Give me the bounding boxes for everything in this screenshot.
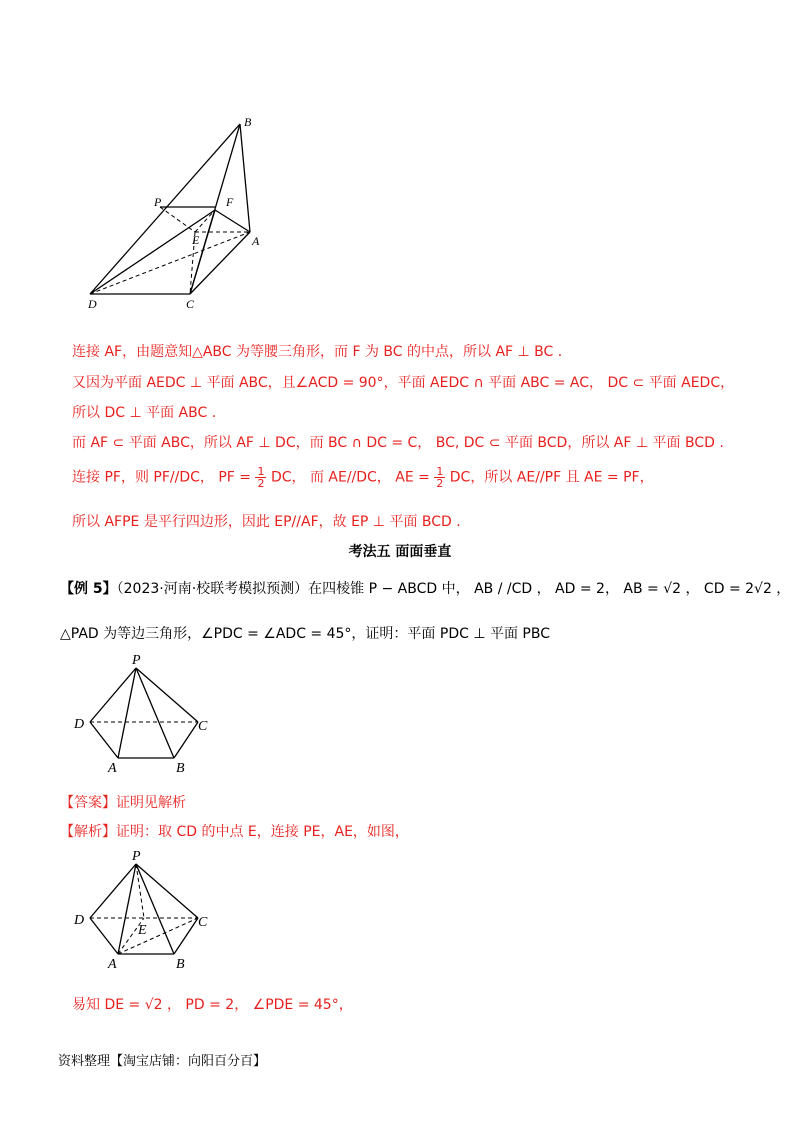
example-tag: 【例 5】 — [60, 581, 117, 597]
label-A: A — [108, 761, 117, 776]
analysis-text: 证明：取 CD 的中点 E，连接 PE，AE，如图， — [116, 824, 409, 840]
answer-line — [60, 792, 186, 812]
label-D: D — [74, 913, 85, 928]
label-E: E — [192, 233, 200, 247]
label-C: C — [186, 297, 195, 311]
proof-line-5-ae: AE = — [395, 469, 430, 486]
label-F: F — [226, 195, 234, 209]
proof-line-3: 所以 DC ⊥ 平面 ABC . — [72, 405, 217, 421]
answer-tag: 【答案】 — [60, 795, 116, 811]
fraction-half-1: $\frac{1}{2}$ — [257, 465, 265, 490]
proof-line-5-a: 连接 PF，则 PF//DC， — [72, 469, 214, 486]
figure-pyramid-with-e — [70, 848, 230, 973]
label-B: B — [176, 761, 185, 776]
proof-line-1: 连接 AF，由题意知△ABC 为等腰三角形，而 F 为 BC 的中点，所以 AF ⊥ BC . — [72, 344, 563, 360]
proof-line-2: 又因为平面 AEDC ⊥ 平面 ABC，且∠ACD = 90°，平面 AEDC ∩ 平面 ABC = AC， DC ⊂ 平面 AEDC， — [72, 375, 735, 391]
figure-solid-pbcfade — [80, 110, 280, 315]
label-B: B — [244, 115, 252, 129]
label-P: P — [154, 195, 162, 209]
label-B: B — [176, 957, 185, 972]
analysis-line — [60, 821, 409, 841]
section-title: 考法五 面面垂直 — [348, 544, 452, 560]
label-D: D — [88, 297, 97, 311]
final-line: 易知 DE = √2 ， PD = 2， ∠PDE = 45°， — [72, 997, 353, 1013]
proof-line-4: 而 AF ⊂ 平面 ABC，所以 AF ⊥ DC，而 BC ∩ DC = C， BC, DC ⊂ 平面 BCD，所以 AF ⊥ 平面 BCD . — [72, 435, 724, 451]
fraction-half-2: $\frac{1}{2}$ — [436, 465, 444, 490]
label-A: A — [252, 234, 260, 248]
proof-line-5-dc: DC， 而 AE//DC， — [270, 469, 391, 486]
analysis-tag: 【解析】 — [60, 824, 116, 840]
label-E: E — [138, 923, 147, 938]
proof-line-5-b: DC，所以 AE//PF 且 AE = PF， — [449, 469, 654, 486]
label-C: C — [198, 915, 208, 930]
answer-text: 证明见解析 — [116, 795, 186, 811]
label-A: A — [108, 957, 117, 972]
label-D: D — [74, 717, 85, 732]
example-line-1 — [60, 578, 790, 598]
figure-pyramid — [70, 652, 230, 777]
proof-line-5-pf: PF = — [218, 469, 252, 486]
example-source: （2023·河南·校联考模拟预测）在四棱锥 — [116, 581, 365, 597]
footer-text: 资料整理【淘宝店铺：向阳百分百】 — [58, 1054, 267, 1069]
label-P: P — [132, 849, 141, 864]
example-line-2: △PAD 为等边三角形，∠PDC = ∠ADC = 45°，证明：平面 PDC ⊥ 平面 PBC — [60, 626, 550, 642]
label-C: C — [198, 719, 208, 734]
example-body-1: P − ABCD 中， AB / /CD ， AD = 2， AB = √2 ， CD = 2√2 ， — [368, 581, 791, 597]
proof-line-6: 所以 AFPE 是平行四边形，因此 EP//AF，故 EP ⊥ 平面 BCD . — [72, 514, 461, 530]
label-P: P — [132, 653, 141, 668]
proof-line-5 — [72, 466, 654, 489]
